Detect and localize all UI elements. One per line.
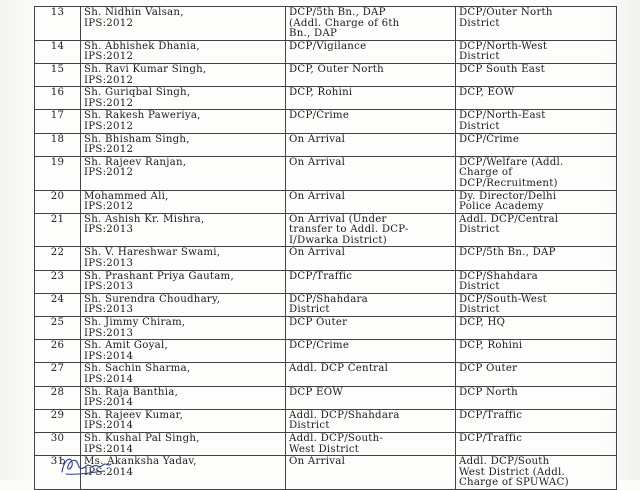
cell-line: Ms. Akanksha Yadav,: [84, 456, 197, 468]
cell-line: DCP Outer: [459, 363, 518, 375]
table-row: [35, 190, 617, 213]
new-posting-cell: [456, 317, 617, 340]
cell-line: Sh. Ashish Kr. Mishra,: [84, 213, 205, 225]
cell-line: Addl. DCP/Central: [459, 213, 559, 225]
cell-line: DCP/North-East: [459, 110, 546, 122]
present-posting-cell: [286, 190, 456, 213]
table-row: [35, 270, 617, 293]
present-posting-cell: [286, 456, 456, 490]
new-posting-cell: [456, 133, 617, 156]
cell-line: I/Dwarka District): [289, 234, 387, 246]
present-posting-cell: [286, 432, 456, 455]
cell-line: DCP/Traffic: [459, 409, 523, 421]
new-posting-cell: [456, 386, 617, 409]
officer-name-cell: [81, 213, 286, 247]
cell-line: IPS:2014: [84, 350, 134, 362]
new-posting-cell: [456, 40, 617, 63]
officer-name-cell: [81, 317, 286, 340]
new-posting-cell: [456, 156, 617, 190]
cell-line: DCP/5th Bn., DAP: [289, 7, 386, 18]
officer-name-cell: [81, 340, 286, 363]
cell-line: On Arrival: [289, 190, 346, 202]
cell-line: DCP/Outer North: [459, 7, 553, 18]
cell-line: Sh. Abhishek Dhania,: [84, 40, 200, 52]
cell-line: District: [459, 51, 500, 63]
cell-line: Sh. Raja Banthia,: [84, 386, 179, 398]
officer-name-cell: [81, 40, 286, 63]
cell-line: Mohammed Ali,: [84, 190, 169, 202]
cell-line: IPS:2012: [84, 51, 134, 63]
cell-line: IPS:2014: [84, 466, 134, 478]
cell-line: On Arrival (Under: [289, 213, 387, 225]
cell-line: IPS:2014: [84, 397, 134, 409]
cell-line: Dy. Director/Delhi: [459, 190, 557, 202]
cell-line: Sh. Rakesh Paweriya,: [84, 110, 201, 122]
present-posting-cell: [286, 213, 456, 247]
cell-line: Sh. Ravi Kumar Singh,: [84, 63, 207, 75]
serial-number-cell: 27: [35, 363, 81, 386]
serial-number-cell: 19: [35, 156, 81, 190]
table-row: [35, 293, 617, 316]
present-posting-cell: [286, 340, 456, 363]
cell-line: IPS:2013: [84, 327, 134, 339]
officer-name-cell: [81, 247, 286, 270]
cell-line: Addl. DCP/South: [459, 456, 550, 468]
cell-line: DCP/Traffic: [289, 270, 353, 282]
cell-line: District: [459, 224, 500, 236]
cell-line: Sh. Guriqbal Singh,: [84, 87, 191, 99]
cell-line: Addl. DCP/South-: [289, 432, 384, 444]
present-posting-cell: [286, 409, 456, 432]
table-row: [35, 386, 617, 409]
new-posting-cell: [456, 432, 617, 455]
cell-line: Charge of: [459, 167, 513, 179]
cell-line: IPS:2013: [84, 281, 134, 293]
new-posting-cell: [456, 190, 617, 213]
cell-line: Bn., DAP: [289, 28, 338, 40]
serial-number-cell: 15: [35, 63, 81, 86]
cell-line: Sh. Bhisham Singh,: [84, 133, 190, 145]
cell-line: IPS:2012: [84, 167, 134, 179]
cell-line: DCP/Recruitment): [459, 177, 558, 189]
cell-line: IPS:2012: [84, 201, 134, 213]
cell-line: DCP/Welfare (Addl.: [459, 156, 564, 168]
serial-number-cell: 26: [35, 340, 81, 363]
officer-name-cell: [81, 409, 286, 432]
cell-line: DCP/Shahdara: [289, 293, 368, 305]
new-posting-cell: [456, 293, 617, 316]
present-posting-cell: [286, 87, 456, 110]
cell-line: On Arrival: [289, 247, 346, 259]
cell-line: District: [459, 304, 500, 316]
present-posting-cell: [286, 110, 456, 133]
officer-name-cell: [81, 190, 286, 213]
cell-line: Sh. Prashant Priya Gautam,: [84, 270, 234, 282]
serial-number-cell: 14: [35, 40, 81, 63]
officer-name-cell: [81, 7, 286, 41]
table-row: [35, 156, 617, 190]
serial-number-cell: 22: [35, 247, 81, 270]
serial-number-cell: 16: [35, 87, 81, 110]
new-posting-cell: [456, 409, 617, 432]
cell-line: DCP North: [459, 386, 518, 398]
serial-number-cell: 24: [35, 293, 81, 316]
table-row: [35, 340, 617, 363]
present-posting-cell: [286, 133, 456, 156]
cell-line: IPS:2013: [84, 304, 134, 316]
table-row: [35, 363, 617, 386]
serial-number-cell: 28: [35, 386, 81, 409]
new-posting-cell: [456, 340, 617, 363]
cell-line: IPS:2012: [84, 74, 134, 86]
cell-line: DCP/Crime: [289, 110, 350, 122]
cell-line: West District: [289, 443, 360, 455]
officer-name-cell: [81, 293, 286, 316]
new-posting-cell: [456, 270, 617, 293]
cell-line: DCP Outer: [289, 317, 348, 329]
new-posting-cell: [456, 87, 617, 110]
present-posting-cell: [286, 247, 456, 270]
cell-line: IPS:2014: [84, 443, 134, 455]
table-row: [35, 247, 617, 270]
present-posting-cell: [286, 293, 456, 316]
cell-line: DCP EOW: [289, 386, 344, 398]
cell-line: Sh. V. Hareshwar Swami,: [84, 247, 221, 259]
cell-line: DCP/Traffic: [459, 432, 523, 444]
officer-name-cell: [81, 63, 286, 86]
officer-name-cell: [81, 87, 286, 110]
cell-line: Sh. Amit Goyal,: [84, 340, 168, 352]
officer-name-cell: [81, 133, 286, 156]
officer-name-cell: [81, 363, 286, 386]
serial-number-cell: 21: [35, 213, 81, 247]
table-row: [35, 133, 617, 156]
cell-line: Sh. Kushal Pal Singh,: [84, 432, 200, 444]
cell-line: District: [459, 120, 500, 132]
serial-number-cell: 13: [35, 7, 81, 41]
cell-line: Sh. Rajeev Ranjan,: [84, 156, 187, 168]
serial-number-cell: 23: [35, 270, 81, 293]
cell-line: DCP, Rohini: [459, 340, 523, 352]
cell-line: DCP, EOW: [459, 87, 515, 99]
cell-line: IPS:2012: [84, 120, 134, 132]
present-posting-cell: [286, 386, 456, 409]
officer-name-cell: [81, 110, 286, 133]
cell-line: IPS:2012: [84, 97, 134, 109]
cell-line: On Arrival: [289, 456, 346, 468]
serial-number-cell: 31: [35, 456, 81, 490]
present-posting-cell: [286, 363, 456, 386]
table-row: [35, 63, 617, 86]
present-posting-cell: [286, 7, 456, 41]
serial-number-cell: 25: [35, 317, 81, 340]
cell-line: IPS:2013: [84, 258, 134, 270]
cell-line: (Addl. Charge of 6th: [289, 17, 400, 29]
serial-number-cell: 18: [35, 133, 81, 156]
present-posting-cell: [286, 317, 456, 340]
cell-line: IPS:2014: [84, 420, 134, 432]
cell-line: District: [459, 17, 500, 29]
table-row: [35, 456, 617, 490]
cell-line: Sh. Nidhin Valsan,: [84, 7, 184, 18]
serial-number-cell: 20: [35, 190, 81, 213]
cell-line: DCP/5th Bn., DAP: [459, 247, 556, 259]
cell-line: Sh. Surendra Choudhary,: [84, 293, 221, 305]
table-row: [35, 40, 617, 63]
table-row: [35, 7, 617, 41]
cell-line: IPS:2012: [84, 17, 134, 29]
cell-line: transfer to Addl. DCP-: [289, 224, 409, 236]
cell-line: Sh. Jimmy Chiram,: [84, 317, 186, 329]
cell-line: IPS:2013: [84, 224, 134, 236]
officer-name-cell: [81, 270, 286, 293]
serial-number-cell: 17: [35, 110, 81, 133]
new-posting-cell: [456, 456, 617, 490]
cell-line: DCP, Rohini: [289, 87, 353, 99]
cell-line: DCP/Crime: [289, 340, 350, 352]
table-row: [35, 213, 617, 247]
table-row: [35, 87, 617, 110]
cell-line: DCP, HQ: [459, 317, 506, 329]
cell-line: On Arrival: [289, 133, 346, 145]
cell-line: DCP/Vigilance: [289, 40, 367, 52]
officer-name-cell: [81, 386, 286, 409]
new-posting-cell: [456, 63, 617, 86]
serial-number-cell: 30: [35, 432, 81, 455]
present-posting-cell: [286, 63, 456, 86]
new-posting-cell: [456, 363, 617, 386]
new-posting-cell: [456, 247, 617, 270]
cell-line: DCP/Crime: [459, 133, 520, 145]
cell-line: DCP/North-West: [459, 40, 548, 52]
table-row: [35, 110, 617, 133]
table-body: [35, 7, 617, 490]
cell-line: Addl. DCP/Shahdara: [289, 409, 400, 421]
cell-line: Police Academy: [459, 201, 544, 213]
cell-line: Sh. Rajeev Kumar,: [84, 409, 184, 421]
present-posting-cell: [286, 270, 456, 293]
transfer-posting-table: [34, 6, 617, 490]
cell-line: DCP/South-West: [459, 293, 547, 305]
cell-line: Sh. Sachin Sharma,: [84, 363, 191, 375]
officer-name-cell: [81, 156, 286, 190]
cell-line: IPS:2014: [84, 374, 134, 385]
serial-number-cell: 29: [35, 409, 81, 432]
cell-line: Addl. DCP Central: [289, 363, 389, 375]
new-posting-cell: [456, 7, 617, 41]
cell-line: West District (Addl.: [459, 466, 566, 478]
new-posting-cell: [456, 110, 617, 133]
present-posting-cell: [286, 156, 456, 190]
table-row: [35, 409, 617, 432]
cell-line: District: [289, 420, 330, 432]
cell-line: DCP, Outer North: [289, 63, 384, 75]
cell-line: IPS:2012: [84, 144, 134, 156]
table-row: [35, 317, 617, 340]
handwritten-signature: [56, 452, 116, 478]
cell-line: On Arrival: [289, 156, 346, 168]
cell-line: DCP South East: [459, 63, 545, 75]
present-posting-cell: [286, 40, 456, 63]
table-row: [35, 432, 617, 455]
new-posting-cell: [456, 213, 617, 247]
cell-line: Charge of SPUWAC): [459, 477, 569, 489]
cell-line: DCP/Shahdara: [459, 270, 538, 282]
cell-line: District: [459, 281, 500, 293]
cell-line: District: [289, 304, 330, 316]
